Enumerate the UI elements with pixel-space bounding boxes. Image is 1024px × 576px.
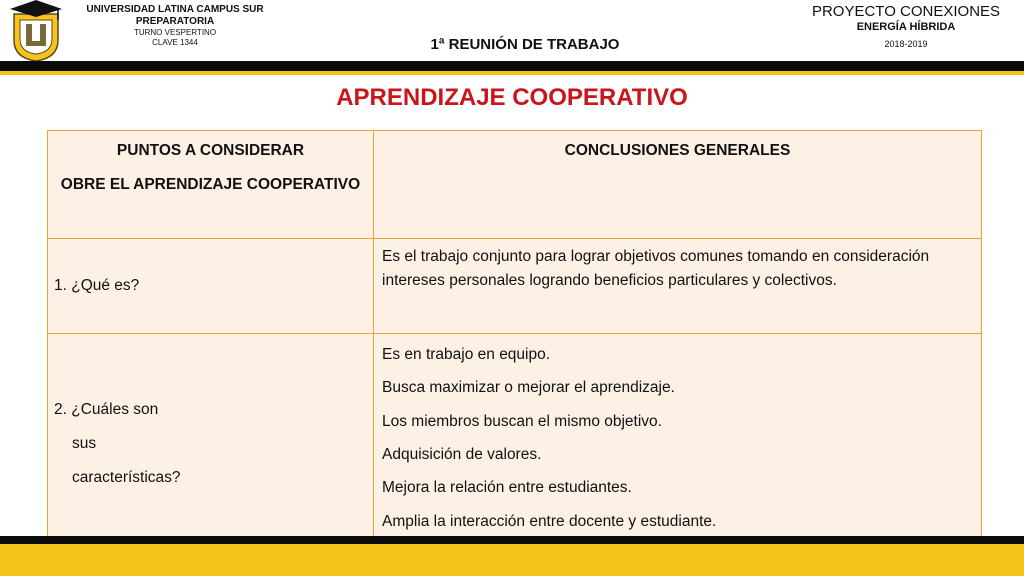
characteristic-item: Busca maximizar o mejorar el aprendizaje. xyxy=(382,379,675,397)
table-header-row xyxy=(48,131,982,239)
characteristic-item: Amplia la interacción entre docente y estudiante. xyxy=(382,512,717,530)
top-yellow-band xyxy=(0,71,1024,75)
school-years: 2018-2019 xyxy=(884,38,928,49)
meeting-title: 1ª REUNIÓN DE TRABAJO xyxy=(430,36,620,53)
question-line: sus xyxy=(72,434,97,452)
project-name: PROYECTO CONEXIONES xyxy=(811,3,1001,20)
conclusions-table xyxy=(47,130,982,555)
bottom-black-band xyxy=(0,536,1024,544)
university-info xyxy=(72,4,278,47)
university-name: UNIVERSIDAD LATINA CAMPUS SUR xyxy=(86,4,264,15)
page-title: APRENDIZAJE COOPERATIVO xyxy=(336,84,688,111)
characteristic-item: Mejora la relación entre estudiantes. xyxy=(382,479,632,497)
header-points-line1: PUNTOS A CONSIDERAR xyxy=(116,142,305,159)
characteristic-item: Adquisición de valores. xyxy=(382,445,542,463)
table-row xyxy=(48,334,982,555)
university-logo xyxy=(8,0,64,62)
characteristic-item: Es en trabajo en equipo. xyxy=(382,346,551,363)
table-row xyxy=(48,239,982,334)
characteristic-item: Los miembros buscan el mismo objetivo. xyxy=(382,412,662,430)
school-level: PREPARATORIA xyxy=(135,16,215,27)
question-characteristics xyxy=(48,334,374,555)
question-line: características? xyxy=(72,469,181,487)
header-points xyxy=(48,131,374,239)
top-black-band xyxy=(0,61,1024,71)
question-line: 2. ¿Cuáles son xyxy=(54,400,159,418)
header-conclusions: CONCLUSIONES GENERALES xyxy=(374,131,982,239)
school-code: CLAVE 1344 xyxy=(152,37,198,47)
answer-characteristics xyxy=(374,334,982,555)
answer-what-is: Es el trabajo conjunto para lograr objetivos comunes tomando en consideración intereses personales logrando beneficios particulares y colectivos. xyxy=(374,239,982,334)
project-subtitle: ENERGÍA HÍBRIDA xyxy=(856,21,956,34)
project-info xyxy=(796,3,1016,49)
question-what-is: 1. ¿Qué es? xyxy=(48,239,374,334)
bottom-yellow-band xyxy=(0,544,1024,576)
header-points-line2: OBRE EL APRENDIZAJE COOPERATIVO xyxy=(60,176,361,194)
shift: TURNO VESPERTINO xyxy=(133,28,217,37)
